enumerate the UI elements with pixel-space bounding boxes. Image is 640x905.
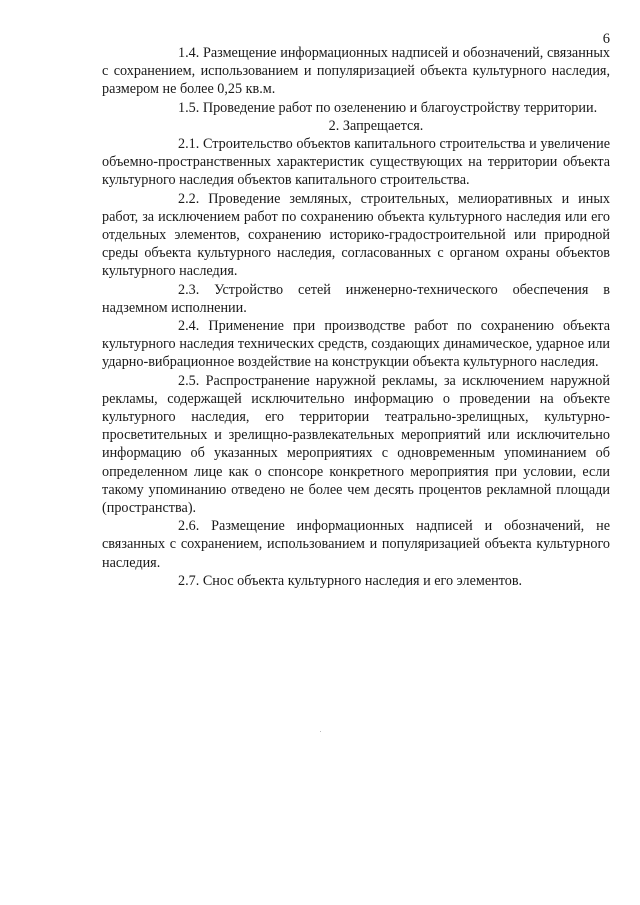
paragraph-text: Распространение наружной рекламы, за исключением наружной рекламы, содержащей исключительно информацию о проведении на объекте культурного наследия, его территории театрально-зрелищных, культурно-просветительных и зрелищно-развлекательных мероприятий или исключительно информацию об указанных мероприятиях с одновременным упоминанием об определенном лице как о спонсоре конкретного мероприятия при условии, если такому упоминанию отведено не более чем десять процентов рекламной площади (пространства).: [102, 372, 610, 517]
paragraph-1-5: [102, 99, 610, 117]
paragraph-number: 2.5.: [178, 372, 200, 389]
paragraph-2-1: [102, 135, 610, 190]
paragraph-text: Применение при производстве работ по сохранению объекта культурного наследия технических средств, создающих динамическое, ударное или ударно-вибрационное воздействие на конструкции объекта культурного наследия.: [102, 318, 610, 371]
scan-speck: [320, 731, 321, 732]
paragraph-number: 2.6.: [178, 518, 200, 535]
paragraph-text: Размещение информационных надписей и обозначений, не связанных с сохранением, использованием и популяризацией объекта культурного наследия.: [102, 518, 610, 571]
document-body: [102, 44, 610, 590]
section-heading: 2. Запрещается.: [328, 117, 424, 134]
paragraph-text: Строительство объектов капитального строительства и увеличение объемно-пространственных характеристик существующих на территории объекта культурного наследия объектов капитального строительства.: [102, 136, 611, 189]
paragraph-2-6: [102, 517, 610, 572]
paragraph-number: 2.4.: [178, 318, 200, 335]
paragraph-number: 2.7.: [178, 572, 200, 589]
paragraph-text: Снос объекта культурного наследия и его элементов.: [202, 572, 523, 589]
paragraph-text: Проведение земляных, строительных, мелиоративных и иных работ, за исключением работ по сохранению объекта культурного наследия или его отдельных элементов, сохранению историко-градостроительной или природной среды объекта культурного наследия, согласованных с органом охраны объектов культурного наследия.: [102, 190, 610, 280]
paragraph-2-5: [102, 372, 610, 518]
paragraph-2-4: [102, 317, 610, 372]
paragraph-2-7: [102, 572, 610, 590]
paragraph-text: Размещение информационных надписей и обозначений, связанных с сохранением, использованием и популяризацией объекта культурного наследия, размером не более 0,25 кв.м.: [102, 45, 611, 98]
paragraph-text: Устройство сетей инженерно-технического обеспечения в надземном исполнении.: [102, 281, 611, 316]
page-number: 6: [602, 31, 610, 47]
paragraph-2-2: [102, 190, 610, 281]
paragraph-number: 2.2.: [178, 190, 200, 207]
paragraph-1-4: [102, 44, 610, 99]
paragraph-number: 1.5.: [178, 99, 200, 116]
paragraph-number: 2.3.: [178, 281, 200, 298]
paragraph-number: 1.4.: [178, 45, 200, 61]
paragraph-number: 2.1.: [178, 136, 200, 153]
paragraph-text: Проведение работ по озеленению и благоустройству территории.: [202, 99, 598, 116]
paragraph-2-3: [102, 281, 610, 317]
